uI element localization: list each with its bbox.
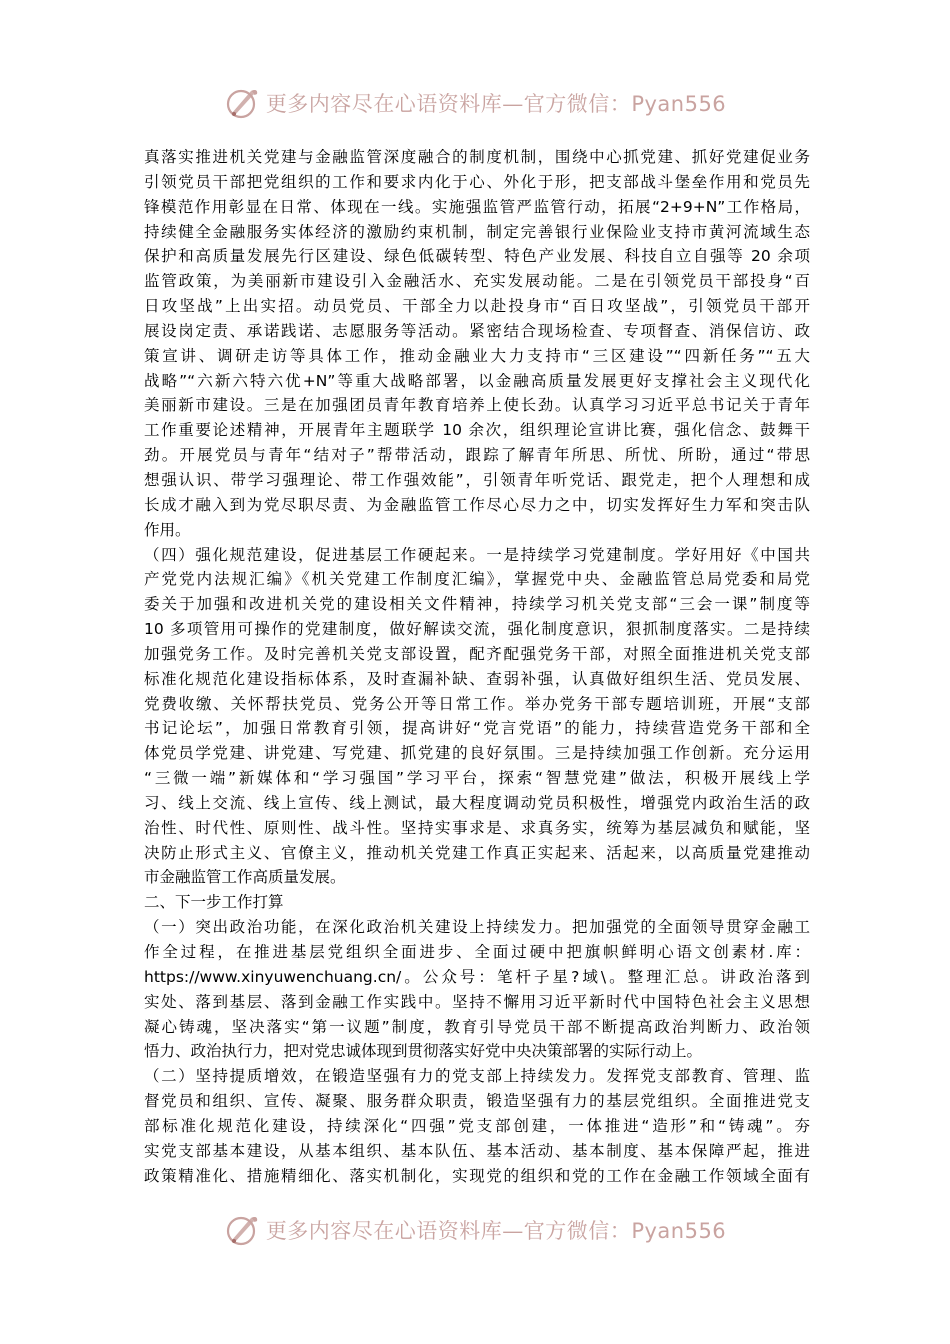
text-line: 部标准化规范化建设，持续深化“四强”党支部创建，一体推进“造形”和“铸魂”。夯	[144, 1116, 810, 1135]
wechat-id: Pyan556	[631, 1219, 727, 1243]
footer-watermark-banner	[0, 1207, 950, 1253]
text-line: 政策精准化、措施精细化、落实机制化，实现党的组织和党的工作在金融工作领域全面有	[144, 1166, 810, 1185]
text-line: “三微一端”新媒体和“学习强国”学习平台，探索“智慧党建”做法，积极开展线上学	[144, 769, 810, 788]
text-line: 标准化规范化建设指标体系，及时查漏补缺、查弱补强，认真做好组织生活、党员发展、	[144, 669, 810, 688]
text-line: 治性、时代性、原则性、战斗性。坚持实事求是、求真务实，统筹为基层减负和赋能，坚	[144, 818, 810, 837]
text-line: 作用。	[144, 520, 191, 539]
text-line: 战略”“六新六特六优+N”等重大战略部署，以金融高质量发展更好支撑社会主义现代化	[144, 371, 810, 390]
text-line: 加强党务工作。及时完善机关党支部设置，配齐配强党务干部，对照全面推进机关党支部	[144, 644, 810, 663]
text-line: （一）突出政治功能，在深化政治机关建设上持续发力。把加强党的全面领导贯穿金融工	[144, 918, 810, 937]
quill-pen-logo-icon	[224, 85, 260, 121]
text-line: （二）坚持提质增效，在锻造坚强有力的党支部上持续发力。发挥党支部教育、管理、监	[144, 1067, 810, 1086]
text-line: 保护和高质量发展先行区建设、绿色低碳转型、特色产业发展、科技自立自强等 20 余项	[144, 247, 810, 266]
text-line: 督党员和组织、宣传、凝聚、服务群众职责，锻造坚强有力的基层党组织。全面推进党支	[144, 1092, 810, 1111]
text-line: 悟力、政治执行力，把对党忠诚体现到贯彻落实好党中央决策部署的实际行动上。	[144, 1042, 703, 1061]
quill-pen-logo-icon	[224, 1212, 260, 1248]
text-line: 作全过程，在推进基层党组织全面进步、全面过硬中把旗帜鲜明心语文创素材.库：	[144, 943, 810, 961]
section-heading: 二、下一步工作打算	[144, 893, 284, 912]
document-body	[144, 145, 810, 1188]
text-line: 锋模范作用彰显在日常、体现在一线。实施强监管严监管行动，拓展“2+9+N”工作格局，	[144, 197, 810, 216]
text-line: 党费收缴、关怀帮扶党员、党务公开等日常工作。举办党务干部专题培训班，开展“支部	[144, 694, 810, 713]
text-line: 委关于加强和改进机关党的建设相关文件精神，持续学习机关党支部“三会一课”制度等	[144, 595, 810, 614]
header-watermark-banner	[0, 80, 950, 126]
text-line: 10 多项管用可操作的党建制度，做好解读交流，强化制度意识，狠抓制度落实。二是持续	[144, 620, 810, 639]
text-line: 体党员学党建、讲党建、写党建、抓党建的良好氛围。三是持续加强工作创新。充分运用	[144, 744, 810, 763]
text-line: 书记论坛”，加强日常教育引领，提高讲好“党言党语”的能力，持续营造党务干部和全	[144, 719, 810, 738]
text-line: 策宣讲、调研走访等具体工作，推动金融业大力支持市“三区建设”“四新任务”“五大	[144, 346, 810, 365]
text-line: https://www.xinyuwenchuang.cn/。公众号：笔杆子星?域\。整理汇总。讲政治落到	[144, 967, 810, 986]
banner-text	[266, 1215, 726, 1245]
text-line: 工作重要论述精神，开展青年主题联学 10 余次，组织理论宣讲比赛，强化信念、鼓舞干	[144, 421, 810, 440]
text-line: 展设岗定责、承诺践诺、志愿服务等活动。紧密结合现场检查、专项督查、消保信访、政	[144, 321, 810, 340]
text-line: 真落实推进机关党建与金融监管深度融合的制度机制，围绕中心抓党建、抓好党建促业务	[144, 148, 810, 166]
text-line: 产党党内法规汇编》《机关党建工作制度汇编》，掌握党中央、金融监管总局党委和局党	[144, 570, 810, 589]
text-line: 决防止形式主义、官僚主义，推动机关党建工作真正实起来、活起来，以高质量党建推动	[144, 843, 810, 862]
text-line: 美丽新市建设。三是在加强团员青年教育培养上使长劲。认真学习习近平总书记关于青年	[144, 396, 810, 415]
text-line: 监管政策，为美丽新市建设引入金融活水、充实发展动能。二是在引领党员干部投身“百	[144, 272, 810, 291]
wechat-id: Pyan556	[631, 92, 727, 116]
text-line: 实党支部基本建设，从基本组织、基本队伍、基本活动、基本制度、基本保障严起，推进	[144, 1141, 810, 1160]
banner-label: 更多内容尽在心语资料库—官方微信：	[265, 1219, 632, 1243]
text-line: 凝心铸魂，坚决落实“第一议题”制度，教育引导党员干部不断提高政治判断力、政治领	[144, 1017, 810, 1036]
banner-text	[266, 88, 726, 118]
text-line: 实处、落到基层、落到金融工作实践中。坚持不懈用习近平新时代中国特色社会主义思想	[144, 992, 810, 1011]
text-line: 习、线上交流、线上宣传、线上测试，最大程度调动党员积极性，增强党内政治生活的政	[144, 793, 810, 812]
text-line: 劲。开展党员与青年“结对子”帮带活动，跟踪了解青年所思、所忧、所盼，通过“带思	[144, 446, 810, 465]
text-line: 想强认识、带学习强理论、带工作强效能”，引领青年听党话、跟党走，把个人理想和成	[144, 470, 810, 489]
text-line: 引领党员干部把党组织的工作和要求内化于心、外化于形，把支部战斗堡垒作用和党员先	[144, 172, 810, 191]
text-line: （四）强化规范建设，促进基层工作硬起来。一是持续学习党建制度。学好用好《中国共	[144, 545, 810, 564]
text-line: 日攻坚战”上出实招。动员党员、干部全力以赴投身市“百日攻坚战”，引领党员干部开	[144, 297, 810, 316]
text-line: 长成才融入到为党尽职尽责、为金融监管工作尽心尽力之中，切实发挥好生力军和突击队	[144, 495, 810, 514]
text-line: 持续健全金融服务实体经济的激励约束机制，制定完善银行业保险业支持市黄河流域生态	[144, 222, 810, 241]
text-line: 市金融监管工作高质量发展。	[144, 868, 346, 887]
banner-label: 更多内容尽在心语资料库—官方微信：	[265, 92, 632, 116]
